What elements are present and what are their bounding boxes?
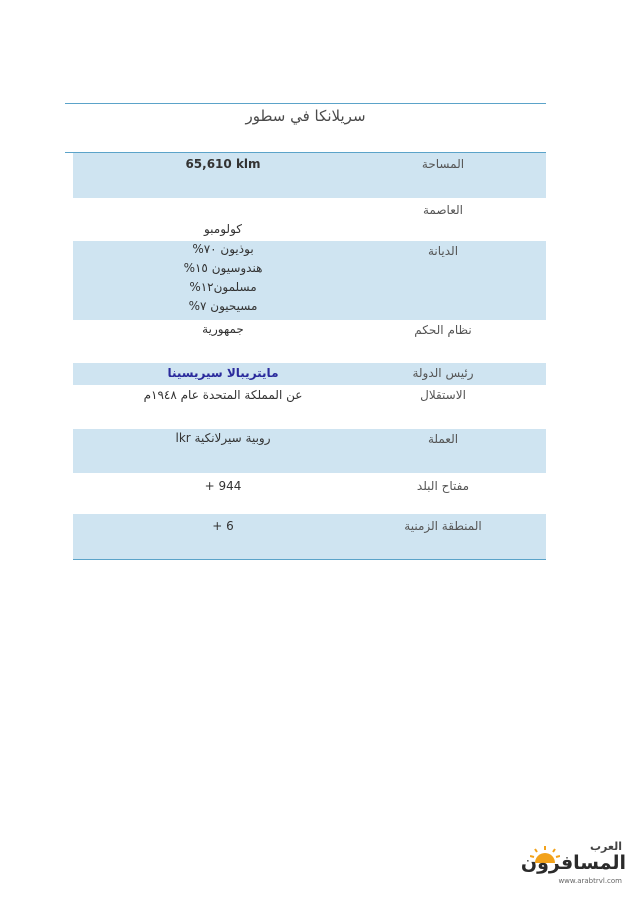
value-currency: روبية سيرلانكية lkr	[175, 431, 271, 445]
value-religion-christian: مسيحيون ٧%	[188, 299, 258, 313]
label-time-zone: المنطقة الزمنية	[404, 519, 482, 533]
table-row-calling-code	[73, 473, 546, 514]
label-currency: العملة	[427, 432, 459, 446]
table-bottom-rule	[73, 559, 546, 560]
value-president: مايتريبالا سيريسينا	[167, 366, 279, 380]
document-title: سريلانكا في سطور	[245, 107, 366, 125]
table-row-government	[73, 320, 546, 363]
value-religion-buddhist: بوذيون ٧٠%	[192, 242, 254, 256]
table-row-religion	[73, 241, 546, 320]
value-religion-muslim: مسلمون١٢%	[189, 280, 257, 294]
table-row-time-zone	[73, 514, 546, 559]
table-row-independence	[73, 385, 546, 429]
watermark-small-text: العرب	[589, 840, 622, 853]
table-row-area	[73, 153, 546, 198]
site-watermark-logo	[520, 838, 630, 888]
table-row-currency	[73, 429, 546, 473]
value-calling-code: 944 +	[204, 479, 242, 493]
label-calling-code: مفتاح البلد	[416, 479, 470, 493]
label-president: رئيس الدولة	[412, 366, 474, 380]
title-top-rule	[65, 103, 546, 104]
label-area: المساحة	[421, 157, 465, 171]
value-religion-hindu: هندوسيون ١٥%	[183, 261, 263, 275]
table-row-president	[73, 363, 546, 385]
value-time-zone: 6 +	[212, 519, 234, 533]
watermark-url: www.arabtrvl.com	[558, 877, 622, 885]
label-religion: الديانة	[427, 244, 459, 258]
value-independence: عن المملكة المتحدة عام ١٩٤٨م	[143, 388, 303, 402]
label-capital: العاصمة	[423, 203, 463, 217]
value-area: 65,610 klm	[185, 157, 261, 171]
watermark-main-text: المسافرون	[520, 852, 626, 874]
value-government: جمهورية	[202, 322, 244, 336]
value-capital: كولومبو	[203, 222, 242, 236]
label-independence: الاستقلال	[420, 388, 466, 402]
label-government: نظام الحكم	[414, 323, 472, 337]
table-row-capital	[73, 198, 546, 241]
